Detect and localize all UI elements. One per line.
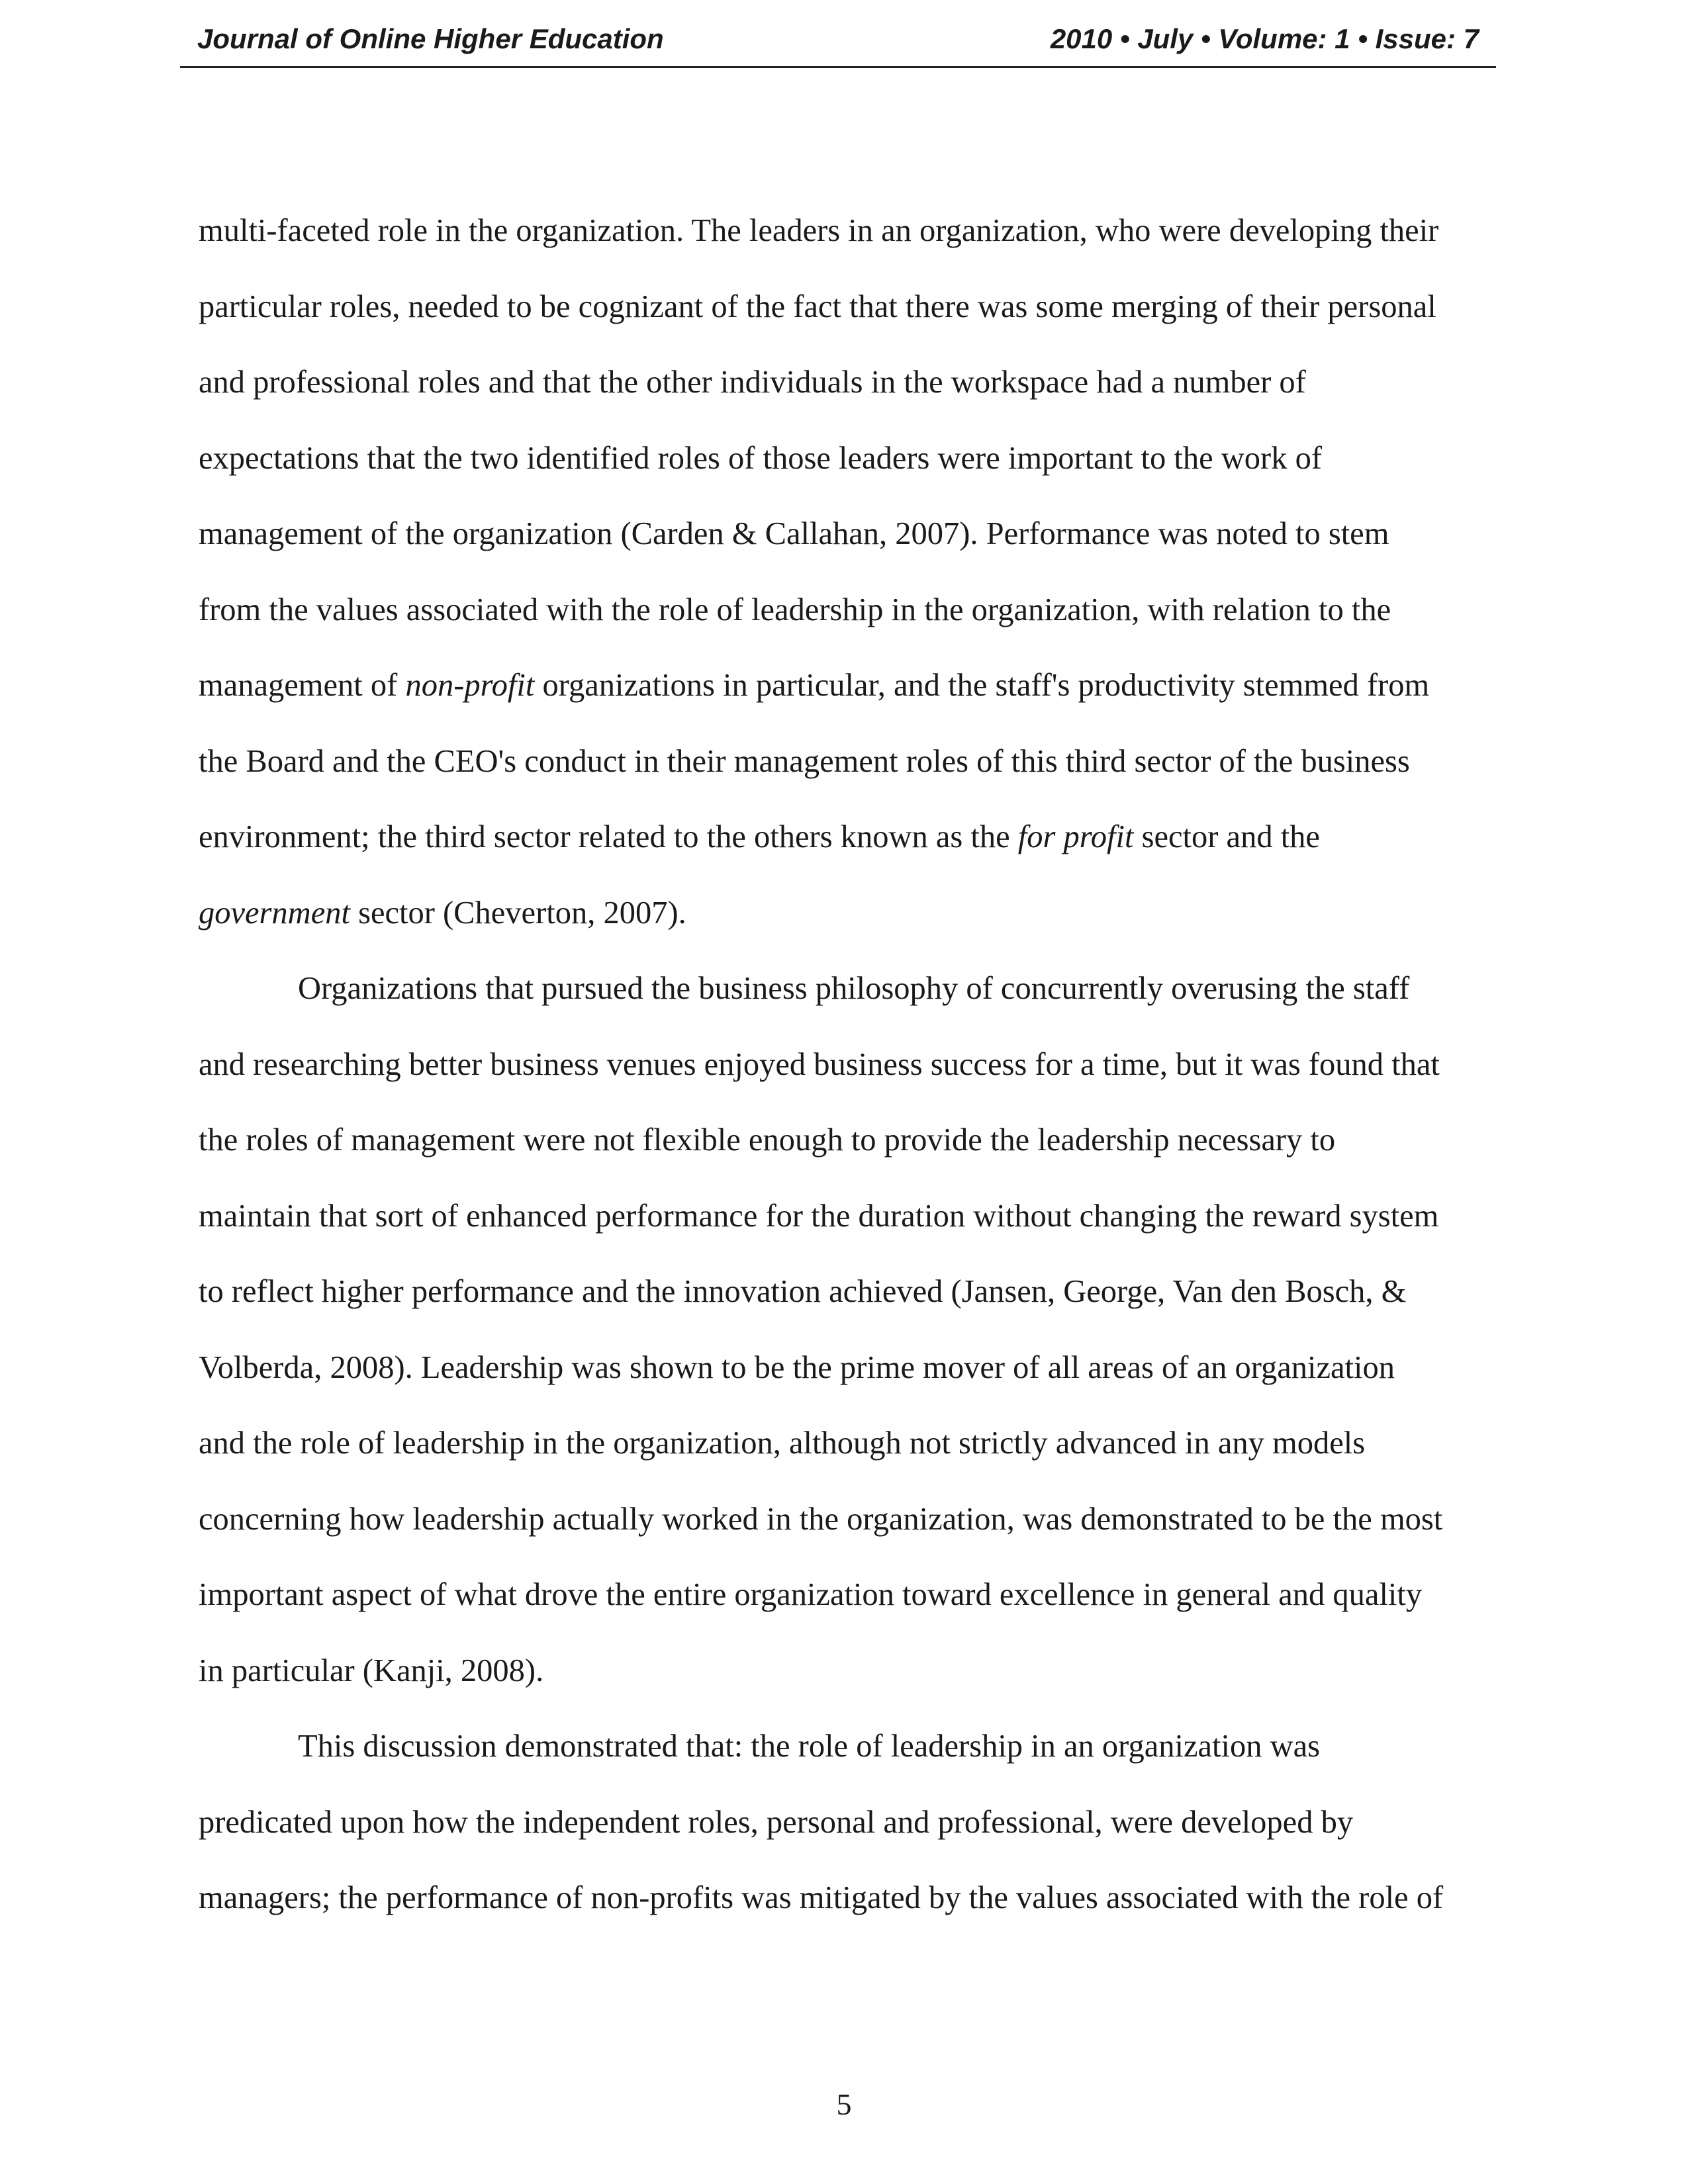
text-line: in particular (Kanji, 2008). [199,1653,544,1688]
text-line: management of non-profit organizations in particular, and the staff's productivity stemmed from [199,668,1430,703]
text-line: management of the organization (Carden & Callahan, 2007). Performance was noted to stem [199,516,1389,551]
text-line: concerning how leadership actually worked in the organization, was demonstrated to be the most [199,1501,1443,1537]
emphasis-text: non-profit [405,668,535,703]
text-line: maintain that sort of enhanced performance for the duration without changing the reward system [199,1198,1439,1234]
text-line: predicated upon how the independent roles, personal and professional, were developed by [199,1804,1354,1840]
text-line: important aspect of what drove the entire organization toward excellence in general and quality [199,1577,1423,1612]
text-line: to reflect higher performance and the innovation achieved (Jansen, George, Van den Bosch, & [199,1274,1407,1309]
text-line: multi-faceted role in the organization. The leaders in an organization, who were developing their [199,213,1439,248]
text-line: This discussion demonstrated that: the role of leadership in an organization was [298,1729,1320,1764]
issue-info: 2010 • July • Volume: 1 • Issue: 7 [1050,23,1479,54]
text-line: and professional roles and that the other individuals in the workspace had a number of [199,365,1306,400]
emphasis-text: government [199,895,350,931]
text-line: government sector (Cheverton, 2007). [199,895,686,931]
text-line: and the role of leadership in the organization, although not strictly advanced in any models [199,1426,1366,1461]
paragraph-3 [199,1709,1496,1936]
paragraph-1 [199,193,1496,951]
text-line: Organizations that pursued the business philosophy of concurrently overusing the staff [298,971,1410,1006]
text-line: particular roles, needed to be cognizant of the fact that there was some merging of their personal [199,289,1436,324]
text-line: managers; the performance of non-profits was mitigated by the values associated with the role of [199,1880,1444,1915]
text-line: expectations that the two identified roles of those leaders were important to the work of [199,440,1322,476]
page-number: 5 [836,2087,852,2121]
journal-title: Journal of Online Higher Education [197,23,664,54]
text-line: the Board and the CEO's conduct in their management roles of this third sector of the business [199,743,1410,779]
text-line: from the values associated with the role of leadership in the organization, with relation to the [199,592,1391,627]
emphasis-text: for profit [1017,819,1134,854]
text-line: and researching better business venues enjoyed business success for a time, but it was found that [199,1046,1440,1082]
text-line: environment; the third sector related to the others known as the for profit sector and the [199,819,1320,854]
running-header [180,19,1496,68]
text-line: Volberda, 2008). Leadership was shown to be the prime mover of all areas of an organization [199,1349,1395,1385]
paragraph-2 [199,951,1496,1709]
article-body [199,193,1496,1936]
text-line: the roles of management were not flexible enough to provide the leadership necessary to [199,1122,1336,1158]
